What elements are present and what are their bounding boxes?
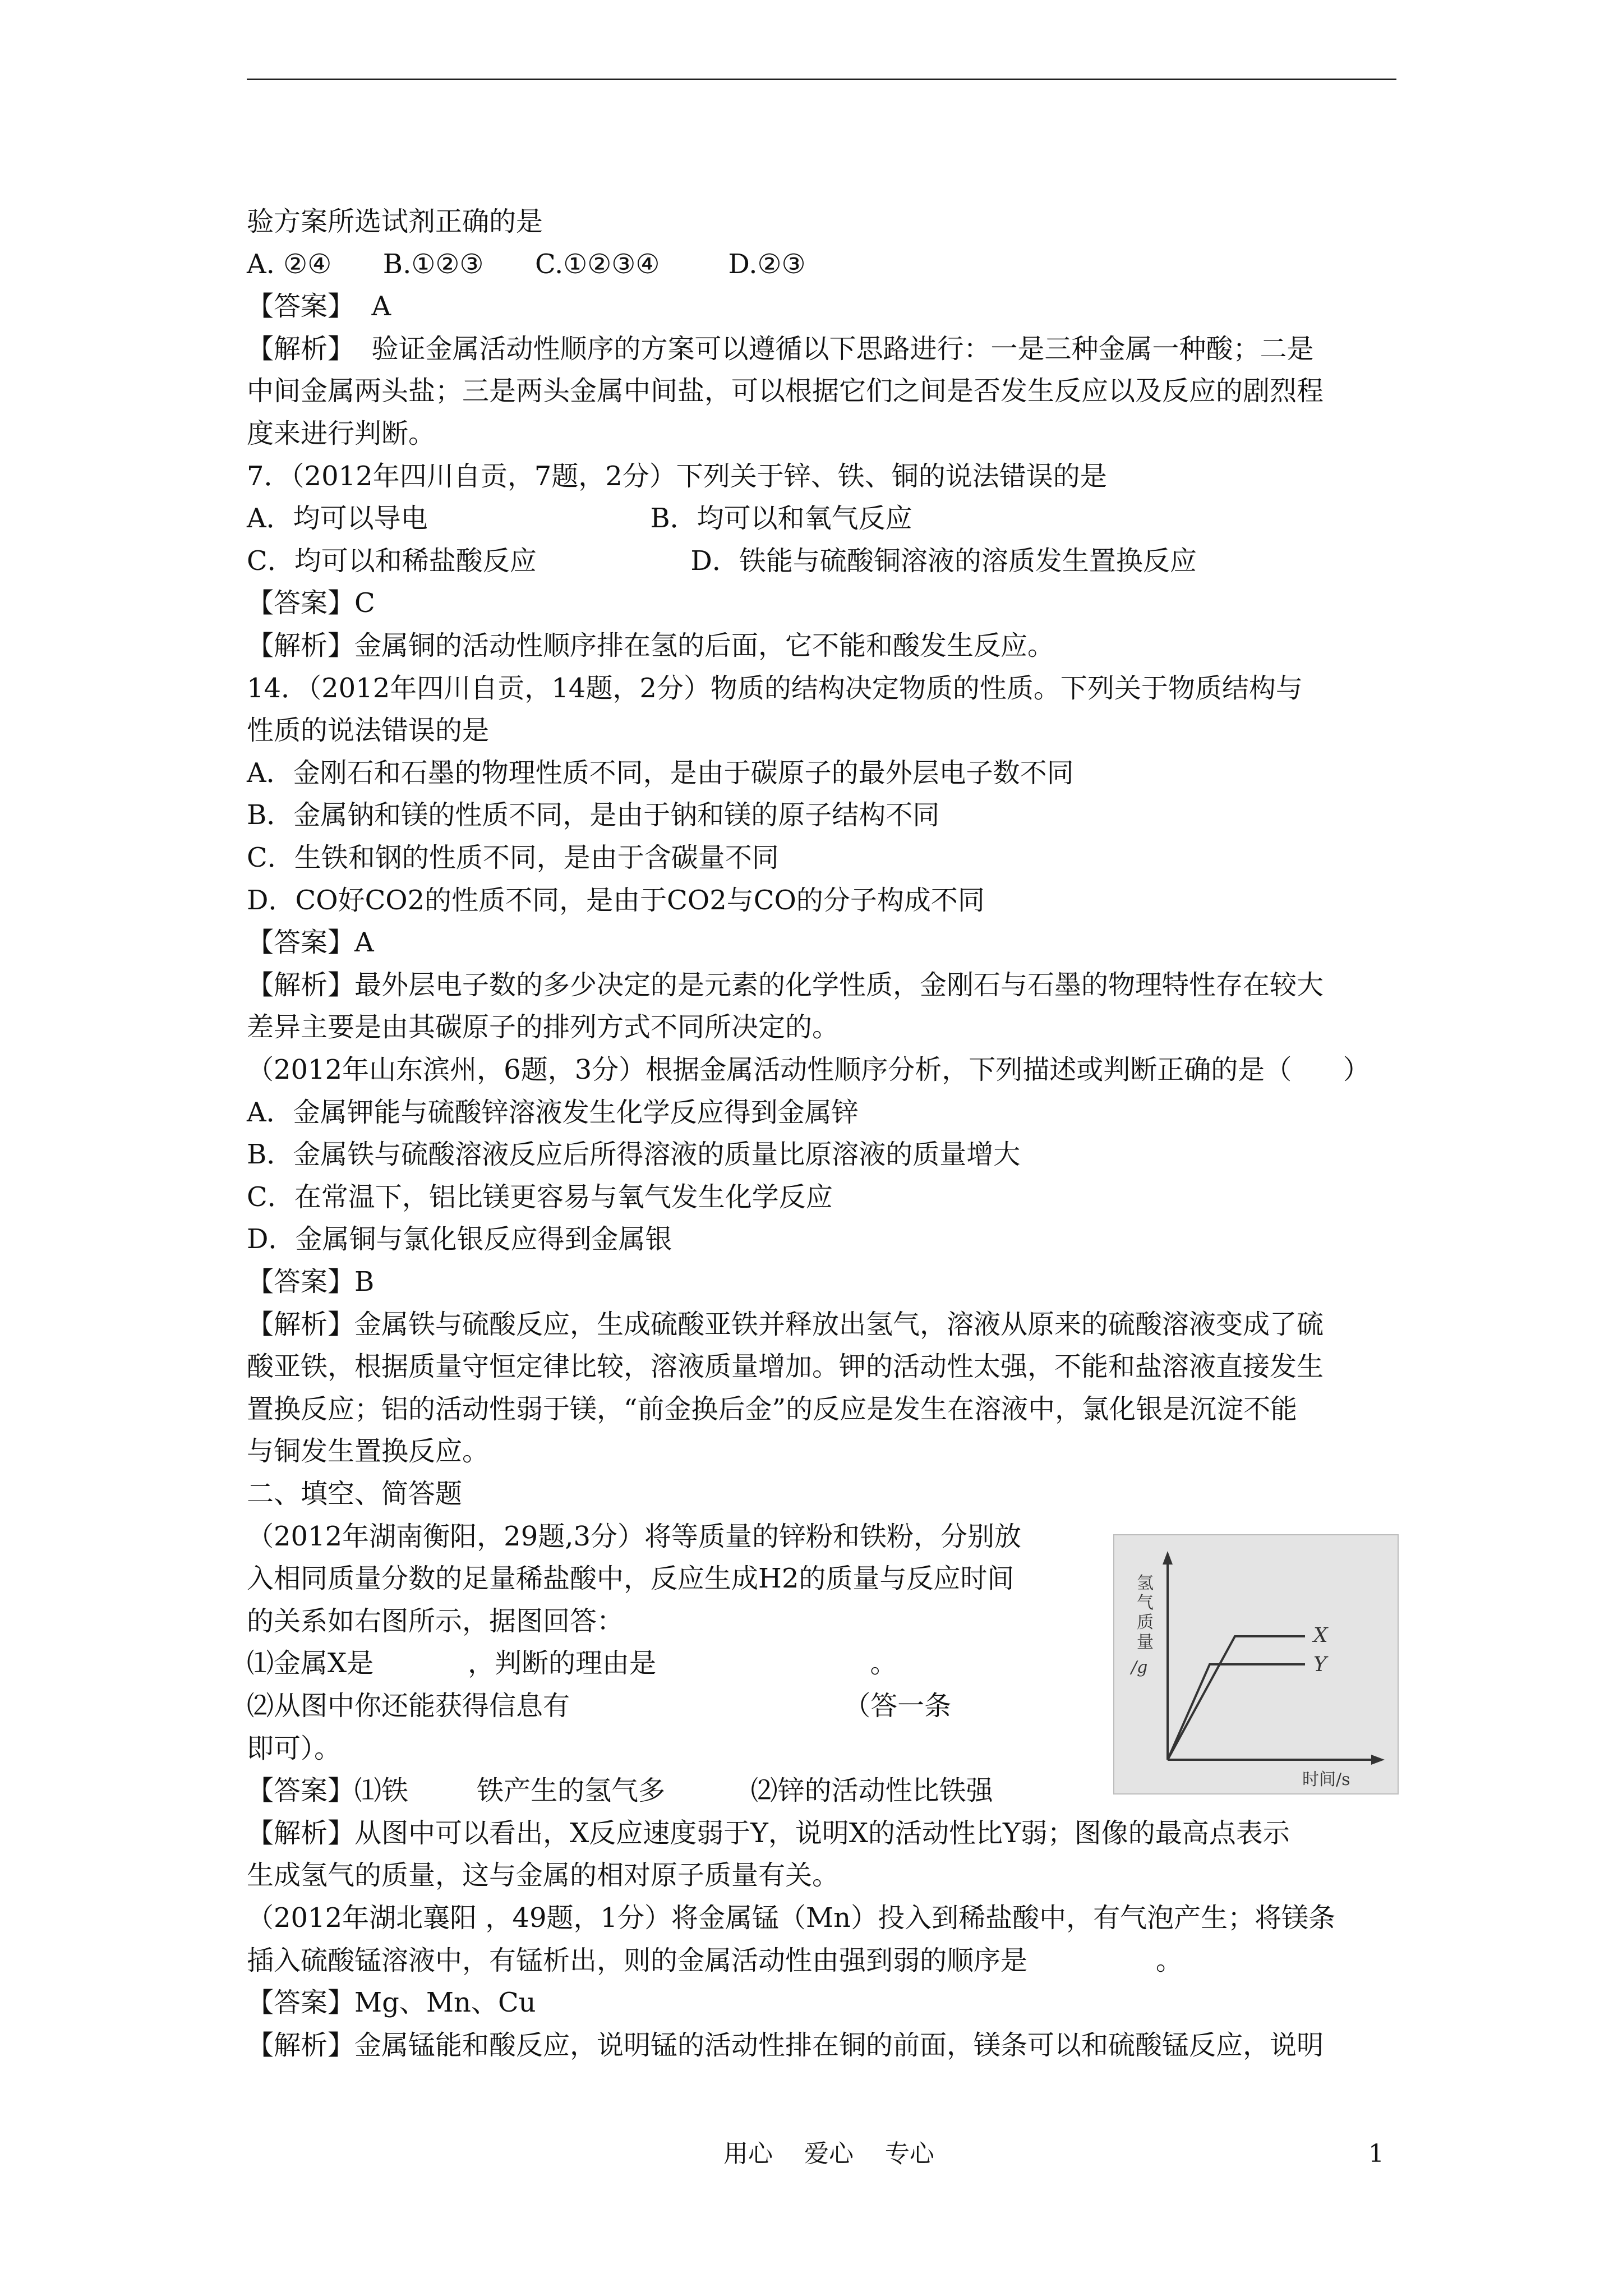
hydrogen-mass-time-figure	[1113, 1534, 1399, 1795]
text-line: A. ②④ B.①②③ C.①②③④ D.②③	[247, 249, 806, 280]
text-line: 验方案所选试剂正确的是	[247, 206, 543, 237]
y-axis-label-3: 质	[1137, 1613, 1154, 1632]
text-line: 酸亚铁，根据质量守恒定律比较，溶液质量增加。钾的活动性太强，不能和盐溶液直接发生	[247, 1351, 1324, 1382]
header-rule	[247, 79, 1396, 80]
page-number: 1	[1368, 2139, 1384, 2168]
x-axis-arrow	[1371, 1755, 1385, 1765]
text-line: 【答案】A	[247, 927, 374, 958]
text-line: 14．（2012年四川自贡，14题，2分）物质的结构决定物质的性质。下列关于物质结构与	[247, 673, 1303, 704]
series-x-label: X	[1313, 1624, 1328, 1647]
x-axis-label: 时间/s	[1302, 1770, 1350, 1789]
text-line: C．在常温下，铝比镁更容易与氧气发生化学反应	[247, 1181, 833, 1213]
text-line: 的关系如右图所示，据图回答：	[247, 1605, 624, 1637]
text-line: 二、填空、简答题	[247, 1478, 463, 1510]
text-line: 【答案】C	[247, 587, 375, 619]
y-axis-label-2: 气	[1137, 1593, 1154, 1613]
series-y-label: Y	[1313, 1653, 1327, 1676]
text-line: 【答案】 A	[247, 291, 391, 322]
series-y-line	[1168, 1664, 1305, 1760]
text-line: D．金属铜与氯化银反应得到金属银	[247, 1223, 672, 1255]
text-line: A．金属钾能与硫酸锌溶液发生化学反应得到金属锌	[247, 1097, 859, 1128]
text-line: C．均可以和稀盐酸反应 D．铁能与硫酸铜溶液的溶质发生置换反应	[247, 545, 1197, 577]
text-line: ⑵从图中你还能获得信息有 （答一条	[247, 1690, 952, 1722]
text-line: 【答案】Mg、Mn、Cu	[247, 1987, 536, 2018]
text-line: A．金刚石和石墨的物理性质不同，是由于碳原子的最外层电子数不同	[247, 757, 1074, 789]
text-line: ⑴金属X是 ，判断的理由是 。	[247, 1648, 897, 1679]
y-axis-label-5: /g	[1131, 1658, 1148, 1677]
text-line: 【解析】从图中可以看出，X反应速度弱于Y，说明X的活动性比Y弱；图像的最高点表示	[247, 1818, 1290, 1849]
figure-graph	[1114, 1535, 1398, 1793]
text-line: C．生铁和钢的性质不同，是由于含碳量不同	[247, 842, 779, 873]
text-line: 【解析】最外层电子数的多少决定的是元素的化学性质，金刚石与石墨的物理特性存在较大	[247, 969, 1324, 1001]
text-line: 【解析】 验证金属活动性顺序的方案可以遵循以下思路进行：一是三种金属一种酸；二是	[247, 333, 1314, 365]
footer-slogan: 用心 爱心 专心	[723, 2139, 934, 2168]
text-line: A．均可以导电 B．均可以和氧气反应	[247, 503, 912, 534]
text-line: （2012年湖南衡阳，29题,3分）将等质量的锌粉和铁粉，分别放	[247, 1521, 1022, 1552]
text-line: D．CO好CO2的性质不同，是由于CO2与CO的分子构成不同	[247, 885, 985, 916]
text-line: 【解析】金属铁与硫酸反应，生成硫酸亚铁并释放出氢气，溶液从原来的硫酸溶液变成了硫	[247, 1309, 1324, 1340]
text-line: 【解析】金属铜的活动性顺序排在氢的后面，它不能和酸发生反应。	[247, 630, 1055, 661]
y-axis-arrow	[1163, 1551, 1173, 1565]
text-line: （2012年山东滨州，6题，3分）根据金属活动性顺序分析，下列描述或判断正确的是（ ）	[247, 1054, 1370, 1085]
text-line: B．金属钠和镁的性质不同，是由于钠和镁的原子结构不同	[247, 799, 940, 831]
y-axis-label-4: 量	[1137, 1632, 1154, 1652]
text-line: 中间金属两头盐；三是两头金属中间盐，可以根据它们之间是否发生反应以及反应的剧烈程	[247, 375, 1324, 407]
text-line: 差异主要是由其碳原子的排列方式不同所决定的。	[247, 1011, 840, 1043]
text-line: 入相同质量分数的足量稀盐酸中，反应生成H2的质量与反应时间	[247, 1563, 1015, 1594]
series-x-line	[1168, 1636, 1305, 1760]
text-line: 【答案】B	[247, 1266, 375, 1297]
text-line: B．金属铁与硫酸溶液反应后所得溶液的质量比原溶液的质量增大	[247, 1139, 1021, 1170]
y-axis-label-1: 氢	[1137, 1573, 1154, 1593]
text-line: 【答案】⑴铁 铁产生的氢气多 ⑵锌的活动性比铁强	[247, 1775, 993, 1806]
text-line: 即可）。	[247, 1733, 342, 1764]
text-line: 与铜发生置换反应。	[247, 1435, 490, 1467]
text-line: （2012年湖北襄阳 ，49题，1分）将金属锰（Mn）投入到稀盐酸中，有气泡产生；将镁条	[247, 1902, 1336, 1934]
text-line: 7．（2012年四川自贡，7题，2分）下列关于锌、铁、铜的说法错误的是	[247, 461, 1107, 492]
text-line: 插入硫酸锰溶液中，有锰析出，则的金属活动性由强到弱的顺序是 。	[247, 1945, 1183, 1976]
text-line: 生成氢气的质量，这与金属的相对原子质量有关。	[247, 1860, 840, 1891]
text-line: 性质的说法错误的是	[247, 715, 490, 746]
text-line: 【解析】金属锰能和酸反应，说明锰的活动性排在铜的前面，镁条可以和硫酸锰反应，说明	[247, 2030, 1324, 2061]
text-line: 置换反应；铝的活动性弱于镁，“前金换后金”的反应是发生在溶液中，氯化银是沉淀不能	[247, 1393, 1298, 1425]
text-line: 度来进行判断。	[247, 418, 436, 449]
